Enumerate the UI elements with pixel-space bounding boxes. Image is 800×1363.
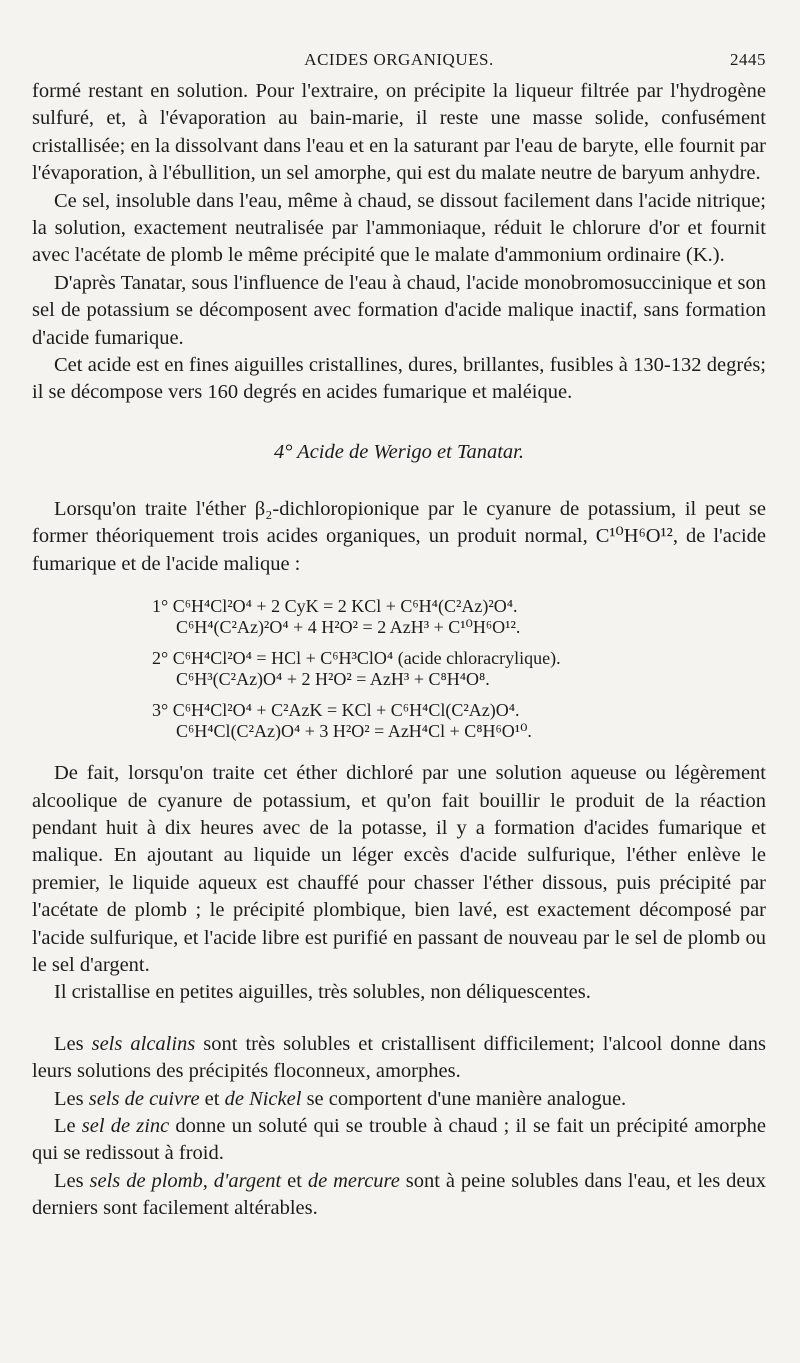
text-run: Le [54, 1114, 82, 1137]
emphasis: de mercure [307, 1169, 400, 1192]
text-run: donne un soluté qui se trouble à chaud ; il se fait un précipité amorphe qui se redissout à froid. [32, 1114, 766, 1165]
text-run: et [199, 1087, 225, 1110]
formula-line: 1° C⁶H⁴Cl²O⁴ + 2 CyK = 2 KCl + C⁶H⁴(C²Az)²O⁴. [152, 596, 518, 617]
spacer [32, 1007, 766, 1031]
text-run: Les [54, 1087, 89, 1110]
emphasis: sels de cuivre [88, 1087, 200, 1110]
formula-line: 2° C⁶H⁴Cl²O⁴ = HCl + C⁶H³ClO⁴ (acide chloracrylique). [152, 648, 561, 669]
paragraph: formé restant en solution. Pour l'extraire, on précipite la liqueur filtrée par l'hydrogène sulfuré, et, à l'évaporation au bain-marie, il reste une masse solide, confusément cristallisée; en la dissolvant dans l'eau et en la saturant par l'eau de baryte, elle fournit par l'évaporation, à l'ébullition, un sel amorphe, qui est du malate neutre de baryum anhydre. [32, 80, 766, 185]
paragraph: D'après Tanatar, sous l'influence de l'eau à chaud, l'acide monobromosuccinique et son sel de potassium se décomposent avec formation d'acide malique inactif, sans formation d'acide fumarique. [32, 271, 766, 349]
paragraph: Cet acide est en fines aiguilles cristallines, dures, brillantes, fusibles à 130-132 degrés; il se décompose vers 160 degrés en acides fumarique et maléique. [32, 354, 766, 404]
running-header [32, 48, 766, 78]
emphasis: sel de zinc [81, 1114, 170, 1137]
formula-block [32, 596, 766, 742]
paragraph-salt-zinc [32, 1113, 766, 1168]
text-run: Les [54, 1169, 90, 1192]
page-number: 2445 [730, 50, 766, 69]
emphasis: sels alcalins [91, 1032, 196, 1055]
text-run: et [281, 1169, 308, 1192]
document-page [32, 48, 766, 1223]
formula-group [32, 700, 766, 742]
paragraph-salts-alkaline [32, 1031, 766, 1086]
emphasis: de Nickel [224, 1087, 302, 1110]
formula-group [32, 648, 766, 690]
formula-group [32, 596, 766, 638]
section-title: 4° Acide de Werigo et Tanatar. [273, 440, 525, 463]
formula-line: C⁶H⁴(C²Az)²O⁴ + 4 H²O² = 2 AzH³ + C¹⁰H⁶O¹². [176, 617, 521, 638]
text-run: se comportent d'une manière analogue. [301, 1087, 627, 1110]
paragraph: Lorsqu'on traite l'éther β₂-dichloropionique par le cyanure de potassium, il peut se former théoriquement trois acides organiques, un produit normal, C¹⁰H⁶O¹², de l'acide fumarique et de l'acide malique : [32, 497, 766, 575]
formula-line: C⁶H⁴Cl(C²Az)O⁴ + 3 H²O² = AzH⁴Cl + C⁸H⁶O¹⁰. [176, 721, 532, 742]
text-run: sont très solubles et cristallisent difficilement; l'alcool donne dans leurs solutions des précipités floconneux, amorphes. [32, 1032, 766, 1083]
emphasis: sels de plomb, d'argent [89, 1169, 282, 1192]
paragraph-salts-copper [32, 1086, 766, 1113]
header-title: ACIDES ORGANIQUES. [304, 50, 494, 69]
paragraph-salts-lead [32, 1168, 766, 1223]
text-run: sont à peine solubles dans l'eau, et les deux derniers sont facilement altérables. [32, 1169, 766, 1220]
formula-line: C⁶H³(C²Az)O⁴ + 2 H²O² = AzH³ + C⁸H⁴O⁸. [176, 669, 490, 690]
text-run: Les [54, 1032, 92, 1055]
paragraph: Il cristallise en petites aiguilles, très solubles, non déliquescentes. [54, 981, 591, 1004]
paragraph: De fait, lorsqu'on traite cet éther dichloré par une solution aqueuse ou légèrement alcoolique de cyanure de potassium, et qu'on fait bouillir le produit de la réaction pendant huit à dix heures avec de la potasse, il y a formation d'acides fumarique et malique. En ajoutant au liquide un léger excès d'acide sulfurique, l'éther enlève le premier, le liquide aqueux est chauffé pour chasser l'éther dissous, puis précipité par l'acétate de plomb ; le précipité plombique, bien lavé, est exactement décomposé par l'acide sulfurique, et l'acide libre est purifié en passant de nouveau par le sel de plomb ou le sel d'argent. [32, 762, 766, 976]
paragraph: Ce sel, insoluble dans l'eau, même à chaud, se dissout facilement dans l'acide nitrique; la solution, exactement neutralisée par l'ammoniaque, réduit le chlorure d'or et fournit avec l'acétate de plomb le même précipité que le malate d'ammonium ordinaire (K.). [32, 189, 766, 267]
formula-line: 3° C⁶H⁴Cl²O⁴ + C²AzK = KCl + C⁶H⁴Cl(C²Az)O⁴. [152, 700, 520, 721]
